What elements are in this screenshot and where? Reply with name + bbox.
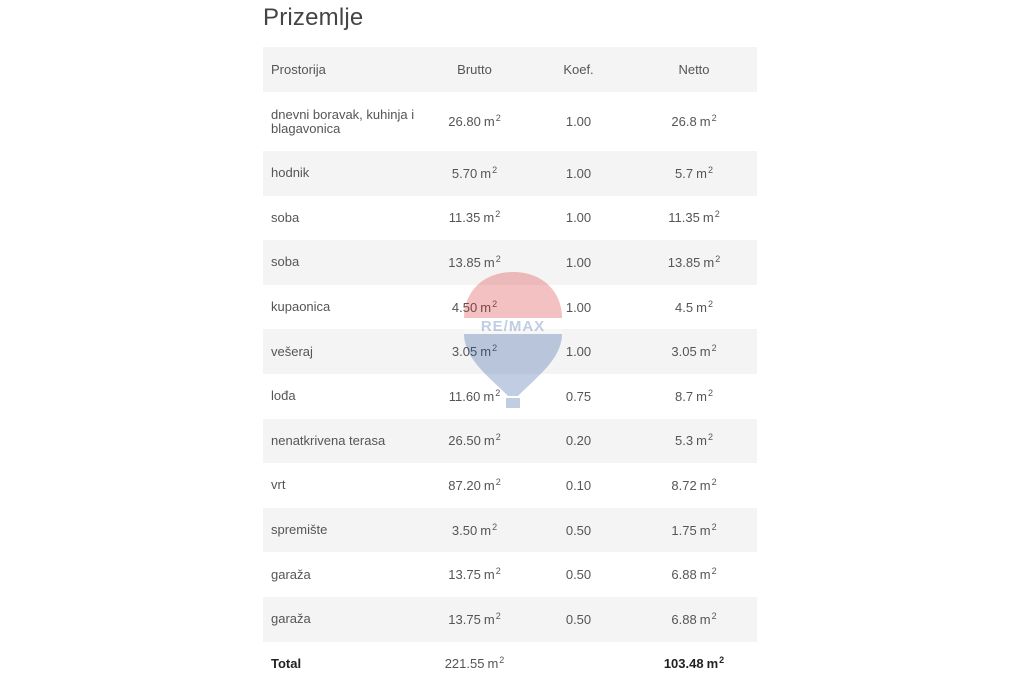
- room-area-table: [263, 47, 757, 683]
- brutto-cell: [423, 419, 526, 464]
- brutto-cell: [423, 552, 526, 597]
- room-name-cell: [263, 463, 423, 508]
- netto-value: 26.8: [671, 114, 697, 129]
- room-name-cell: [263, 92, 423, 151]
- koef-value: 0.50: [565, 567, 592, 583]
- table-body: [263, 92, 757, 642]
- room-name: hodnik: [271, 165, 310, 181]
- koef-cell: [526, 92, 631, 151]
- table-row: [263, 597, 757, 642]
- brutto-value: 11.35: [448, 210, 481, 226]
- netto-cell: [631, 329, 757, 374]
- room-name-cell: [263, 151, 423, 196]
- unit-label: m: [480, 299, 492, 315]
- unit-label: m: [487, 656, 499, 672]
- brutto-cell: [423, 196, 526, 241]
- unit-label: m: [696, 299, 707, 315]
- koef-cell: [526, 552, 631, 597]
- brutto-cell: [423, 240, 526, 285]
- koef-cell: [526, 597, 631, 642]
- brutto-cell: [423, 374, 526, 419]
- unit-label: m: [699, 477, 711, 493]
- netto-value: 13.85: [667, 254, 701, 270]
- unit-superscript: 2: [707, 432, 713, 443]
- unit-superscript: 2: [495, 113, 501, 123]
- unit-superscript: 2: [719, 655, 725, 666]
- table-row: [263, 151, 757, 196]
- table-row: [263, 463, 757, 508]
- unit-label: m: [706, 656, 719, 672]
- room-name: vešeraj: [271, 343, 313, 359]
- unit-label: m: [483, 433, 495, 449]
- koef-value: 0.75: [565, 388, 592, 404]
- unit-superscript: 2: [715, 253, 721, 264]
- brutto-cell: [423, 92, 526, 151]
- unit-superscript: 2: [711, 476, 717, 487]
- unit-superscript: 2: [495, 610, 501, 621]
- header-koef: Koef.: [526, 47, 631, 92]
- netto-cell: [631, 285, 757, 330]
- netto-value: 6.88: [671, 567, 697, 583]
- table-row: [263, 419, 757, 464]
- unit-label: m: [480, 165, 492, 181]
- netto-cell: [631, 240, 757, 285]
- brutto-cell: [423, 285, 526, 330]
- unit-label: m: [696, 165, 707, 181]
- unit-superscript: 2: [495, 432, 501, 443]
- koef-value: 0.10: [565, 477, 592, 493]
- koef-cell: [526, 374, 631, 419]
- netto-cell: [631, 151, 757, 196]
- netto-value: 5.7: [675, 165, 694, 181]
- netto-cell: [631, 374, 757, 419]
- room-name: lođa: [271, 388, 296, 404]
- unit-label: m: [702, 210, 714, 226]
- room-name-cell: [263, 374, 423, 419]
- netto-cell: [631, 597, 757, 642]
- brutto-value: 13.75: [448, 611, 481, 627]
- koef-value: 1.00: [565, 299, 592, 315]
- room-name-cell: [263, 240, 423, 285]
- netto-value: 6.88: [671, 611, 697, 627]
- room-name: garaža: [271, 611, 311, 627]
- unit-superscript: 2: [492, 164, 498, 175]
- brutto-value: 26.80: [448, 114, 481, 129]
- total-brutto-value: 221.55: [444, 656, 485, 672]
- unit-superscript: 2: [492, 298, 498, 309]
- unit-label: m: [480, 522, 492, 538]
- koef-value: 0.50: [565, 611, 592, 627]
- netto-cell: [631, 196, 757, 241]
- watermark-text: RE/MAX: [480, 318, 546, 335]
- header-brutto: Brutto: [423, 47, 526, 92]
- unit-superscript: 2: [492, 343, 498, 354]
- unit-superscript: 2: [711, 566, 717, 577]
- koef-cell: [526, 329, 631, 374]
- unit-label: m: [696, 388, 707, 404]
- brutto-cell: [423, 329, 526, 374]
- unit-label: m: [699, 522, 711, 538]
- koef-cell: [526, 508, 631, 553]
- netto-cell: [631, 92, 757, 151]
- room-name: vrt: [271, 477, 286, 493]
- brutto-cell: [423, 463, 526, 508]
- brutto-value: 87.20: [448, 477, 481, 493]
- unit-superscript: 2: [707, 298, 713, 309]
- unit-superscript: 2: [711, 343, 717, 354]
- brutto-value: 4.50: [451, 299, 478, 315]
- brutto-value: 11.60: [448, 388, 481, 404]
- unit-label: m: [483, 388, 495, 404]
- unit-superscript: 2: [707, 387, 713, 398]
- unit-superscript: 2: [499, 655, 505, 666]
- table-row: [263, 92, 757, 151]
- room-name: dnevni boravak, kuhinja i blagavonica: [271, 106, 415, 136]
- netto-value: 1.75: [671, 522, 697, 538]
- room-name: kupaonica: [271, 299, 331, 315]
- table-row: [263, 240, 757, 285]
- brutto-cell: [423, 597, 526, 642]
- brutto-value: 13.75: [448, 567, 481, 583]
- netto-value: 11.35: [668, 210, 700, 226]
- unit-label: m: [699, 567, 711, 583]
- total-netto: [631, 642, 757, 683]
- unit-superscript: 2: [707, 164, 713, 175]
- unit-superscript: 2: [711, 113, 717, 123]
- total-netto-value: 103.48: [663, 656, 704, 672]
- brutto-value: 13.85: [448, 254, 481, 270]
- room-name: spremište: [271, 522, 328, 538]
- unit-superscript: 2: [495, 387, 501, 398]
- room-name: garaža: [271, 566, 311, 582]
- koef-value: 1.00: [565, 210, 592, 226]
- netto-value: 3.05: [671, 344, 697, 360]
- koef-cell: [526, 285, 631, 330]
- netto-value: 8.7: [675, 388, 694, 404]
- koef-cell: [526, 151, 631, 196]
- koef-value: 1.00: [565, 165, 592, 181]
- unit-superscript: 2: [492, 521, 498, 532]
- table-row: [263, 329, 757, 374]
- total-label: Total: [271, 656, 302, 672]
- unit-label: m: [483, 210, 495, 226]
- room-name-cell: [263, 508, 423, 553]
- unit-superscript: 2: [711, 610, 717, 621]
- header-prostorija: Prostorija: [263, 47, 423, 92]
- unit-superscript: 2: [495, 209, 501, 220]
- netto-value: 5.3: [675, 433, 694, 449]
- total-brutto: [423, 642, 526, 683]
- netto-cell: [631, 419, 757, 464]
- room-name-cell: [263, 419, 423, 464]
- netto-cell: [631, 508, 757, 553]
- unit-label: m: [703, 254, 715, 270]
- koef-value: 1.00: [565, 114, 592, 129]
- unit-label: m: [699, 344, 711, 360]
- unit-label: m: [699, 114, 711, 129]
- brutto-cell: [423, 508, 526, 553]
- koef-cell: [526, 196, 631, 241]
- netto-cell: [631, 552, 757, 597]
- unit-superscript: 2: [495, 566, 501, 577]
- unit-label: m: [483, 254, 495, 270]
- total-row: [263, 642, 757, 683]
- room-name: soba: [271, 209, 300, 225]
- unit-superscript: 2: [711, 521, 717, 532]
- unit-label: m: [480, 344, 492, 360]
- room-name-cell: [263, 552, 423, 597]
- table-row: [263, 285, 757, 330]
- brutto-value: 3.05: [451, 344, 478, 360]
- netto-cell: [631, 463, 757, 508]
- koef-value: 1.00: [565, 254, 592, 270]
- koef-value: 1.00: [565, 344, 592, 360]
- unit-label: m: [699, 611, 711, 627]
- total-koef: [526, 642, 631, 683]
- brutto-value: 5.70: [451, 165, 478, 181]
- brutto-cell: [423, 151, 526, 196]
- room-name-cell: [263, 196, 423, 241]
- page-title: Prizemlje: [263, 4, 364, 31]
- unit-label: m: [483, 611, 495, 627]
- netto-value: 8.72: [671, 477, 697, 493]
- room-name-cell: [263, 285, 423, 330]
- table-row: [263, 196, 757, 241]
- room-name: soba: [271, 254, 300, 270]
- unit-superscript: 2: [714, 209, 720, 220]
- koef-cell: [526, 463, 631, 508]
- table-row: [263, 374, 757, 419]
- unit-label: m: [696, 433, 707, 449]
- room-name-cell: [263, 329, 423, 374]
- table-row: [263, 552, 757, 597]
- table-header-row: [263, 47, 757, 92]
- unit-superscript: 2: [495, 476, 501, 487]
- koef-cell: [526, 240, 631, 285]
- unit-label: m: [483, 114, 495, 129]
- room-name-cell: [263, 597, 423, 642]
- header-netto: Netto: [631, 47, 757, 92]
- unit-label: m: [483, 567, 495, 583]
- koef-value: 0.20: [565, 433, 592, 449]
- unit-label: m: [483, 477, 495, 493]
- brutto-value: 26.50: [448, 433, 481, 449]
- brutto-value: 3.50: [451, 522, 478, 538]
- netto-value: 4.5: [675, 299, 694, 315]
- room-name: nenatkrivena terasa: [271, 432, 386, 448]
- koef-cell: [526, 419, 631, 464]
- table-row: [263, 508, 757, 553]
- unit-superscript: 2: [495, 253, 501, 264]
- koef-value: 0.50: [565, 522, 592, 538]
